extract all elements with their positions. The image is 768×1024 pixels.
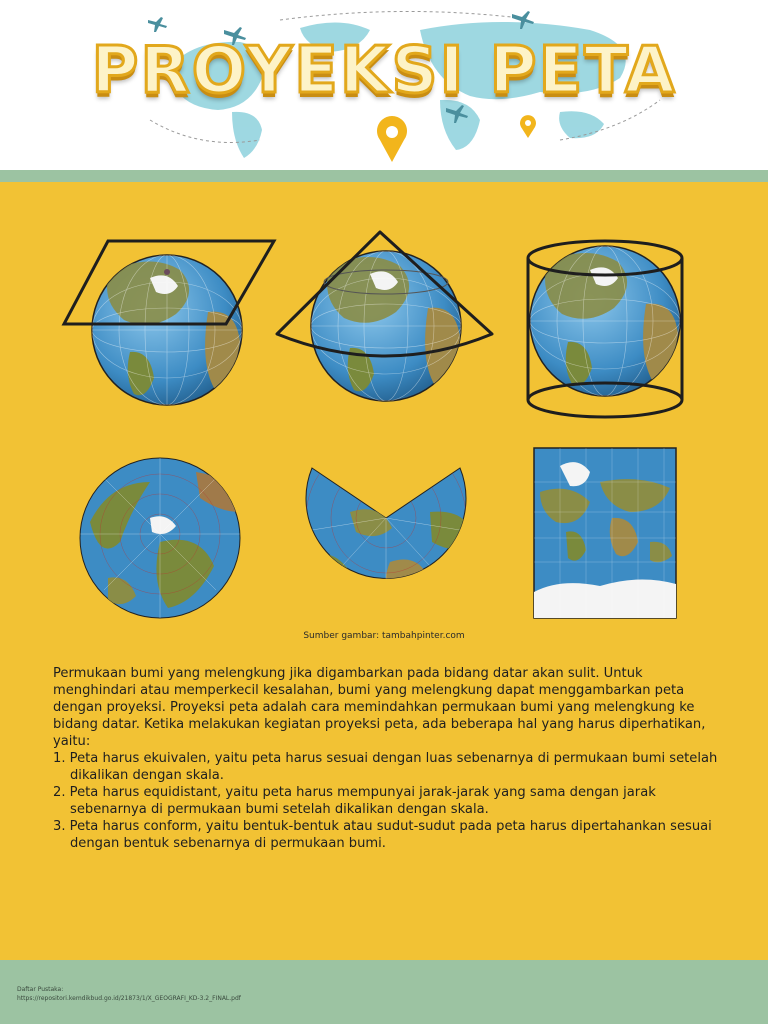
list-item: 3. Peta harus conform, yaitu bentuk-bentuk atau sudut-sudut pada peta harus dipertahankan sesuai dengan bentuk sebenarnya di permukaan bumi. (53, 819, 712, 851)
reference-label: Daftar Pustaka: (17, 986, 64, 993)
mercator-flat-map (534, 448, 676, 618)
page-title: PROYEKSI PETA (91, 34, 677, 108)
cylindrical-projection-globe (528, 241, 682, 417)
azimuthal-flat-map (80, 454, 240, 618)
list-item: 1. Peta harus ekuivalen, yaitu peta harus sesuai dengan luas sebenarnya di permukaan bumi setelah dikalikan dengan skala. (53, 751, 718, 783)
image-source-caption: Sumber gambar: tambahpinter.com (303, 631, 465, 641)
main-content (0, 182, 768, 960)
reference (17, 985, 241, 1003)
intro-paragraph: Permukaan bumi yang melengkung jika digambarkan pada bidang datar akan sulit. Untuk menghindari atau memperkecil kesalahan, bumi yang melengkung dapat menggambarkan peta dengan proyeksi. Proyeksi peta adalah cara memindahkan permukaan bumi yang melengkung ke bidang datar. Ketika melakukan kegiatan proyeksi peta, ada beberapa hal yang harus diperhatikan, yaitu: (53, 666, 706, 749)
projection-figures (0, 182, 768, 627)
conic-projection-globe (277, 232, 492, 401)
header-banner (0, 0, 768, 170)
footer (0, 960, 768, 1024)
azimuthal-projection-globe (64, 241, 274, 405)
reference-url[interactable]: https://repositori.kemdikbud.go.id/21873/1/X_GEOGRAFI_KD-3.2_FINAL.pdf (17, 995, 241, 1002)
body-text (53, 665, 723, 852)
divider-band (0, 170, 768, 182)
list-item: 2. Peta harus equidistant, yaitu peta harus mempunyai jarak-jarak yang sama dengan jarak sebenarnya di permukaan bumi setelah dikalikan dengan skala. (53, 785, 656, 817)
conic-flat-map (300, 438, 474, 622)
